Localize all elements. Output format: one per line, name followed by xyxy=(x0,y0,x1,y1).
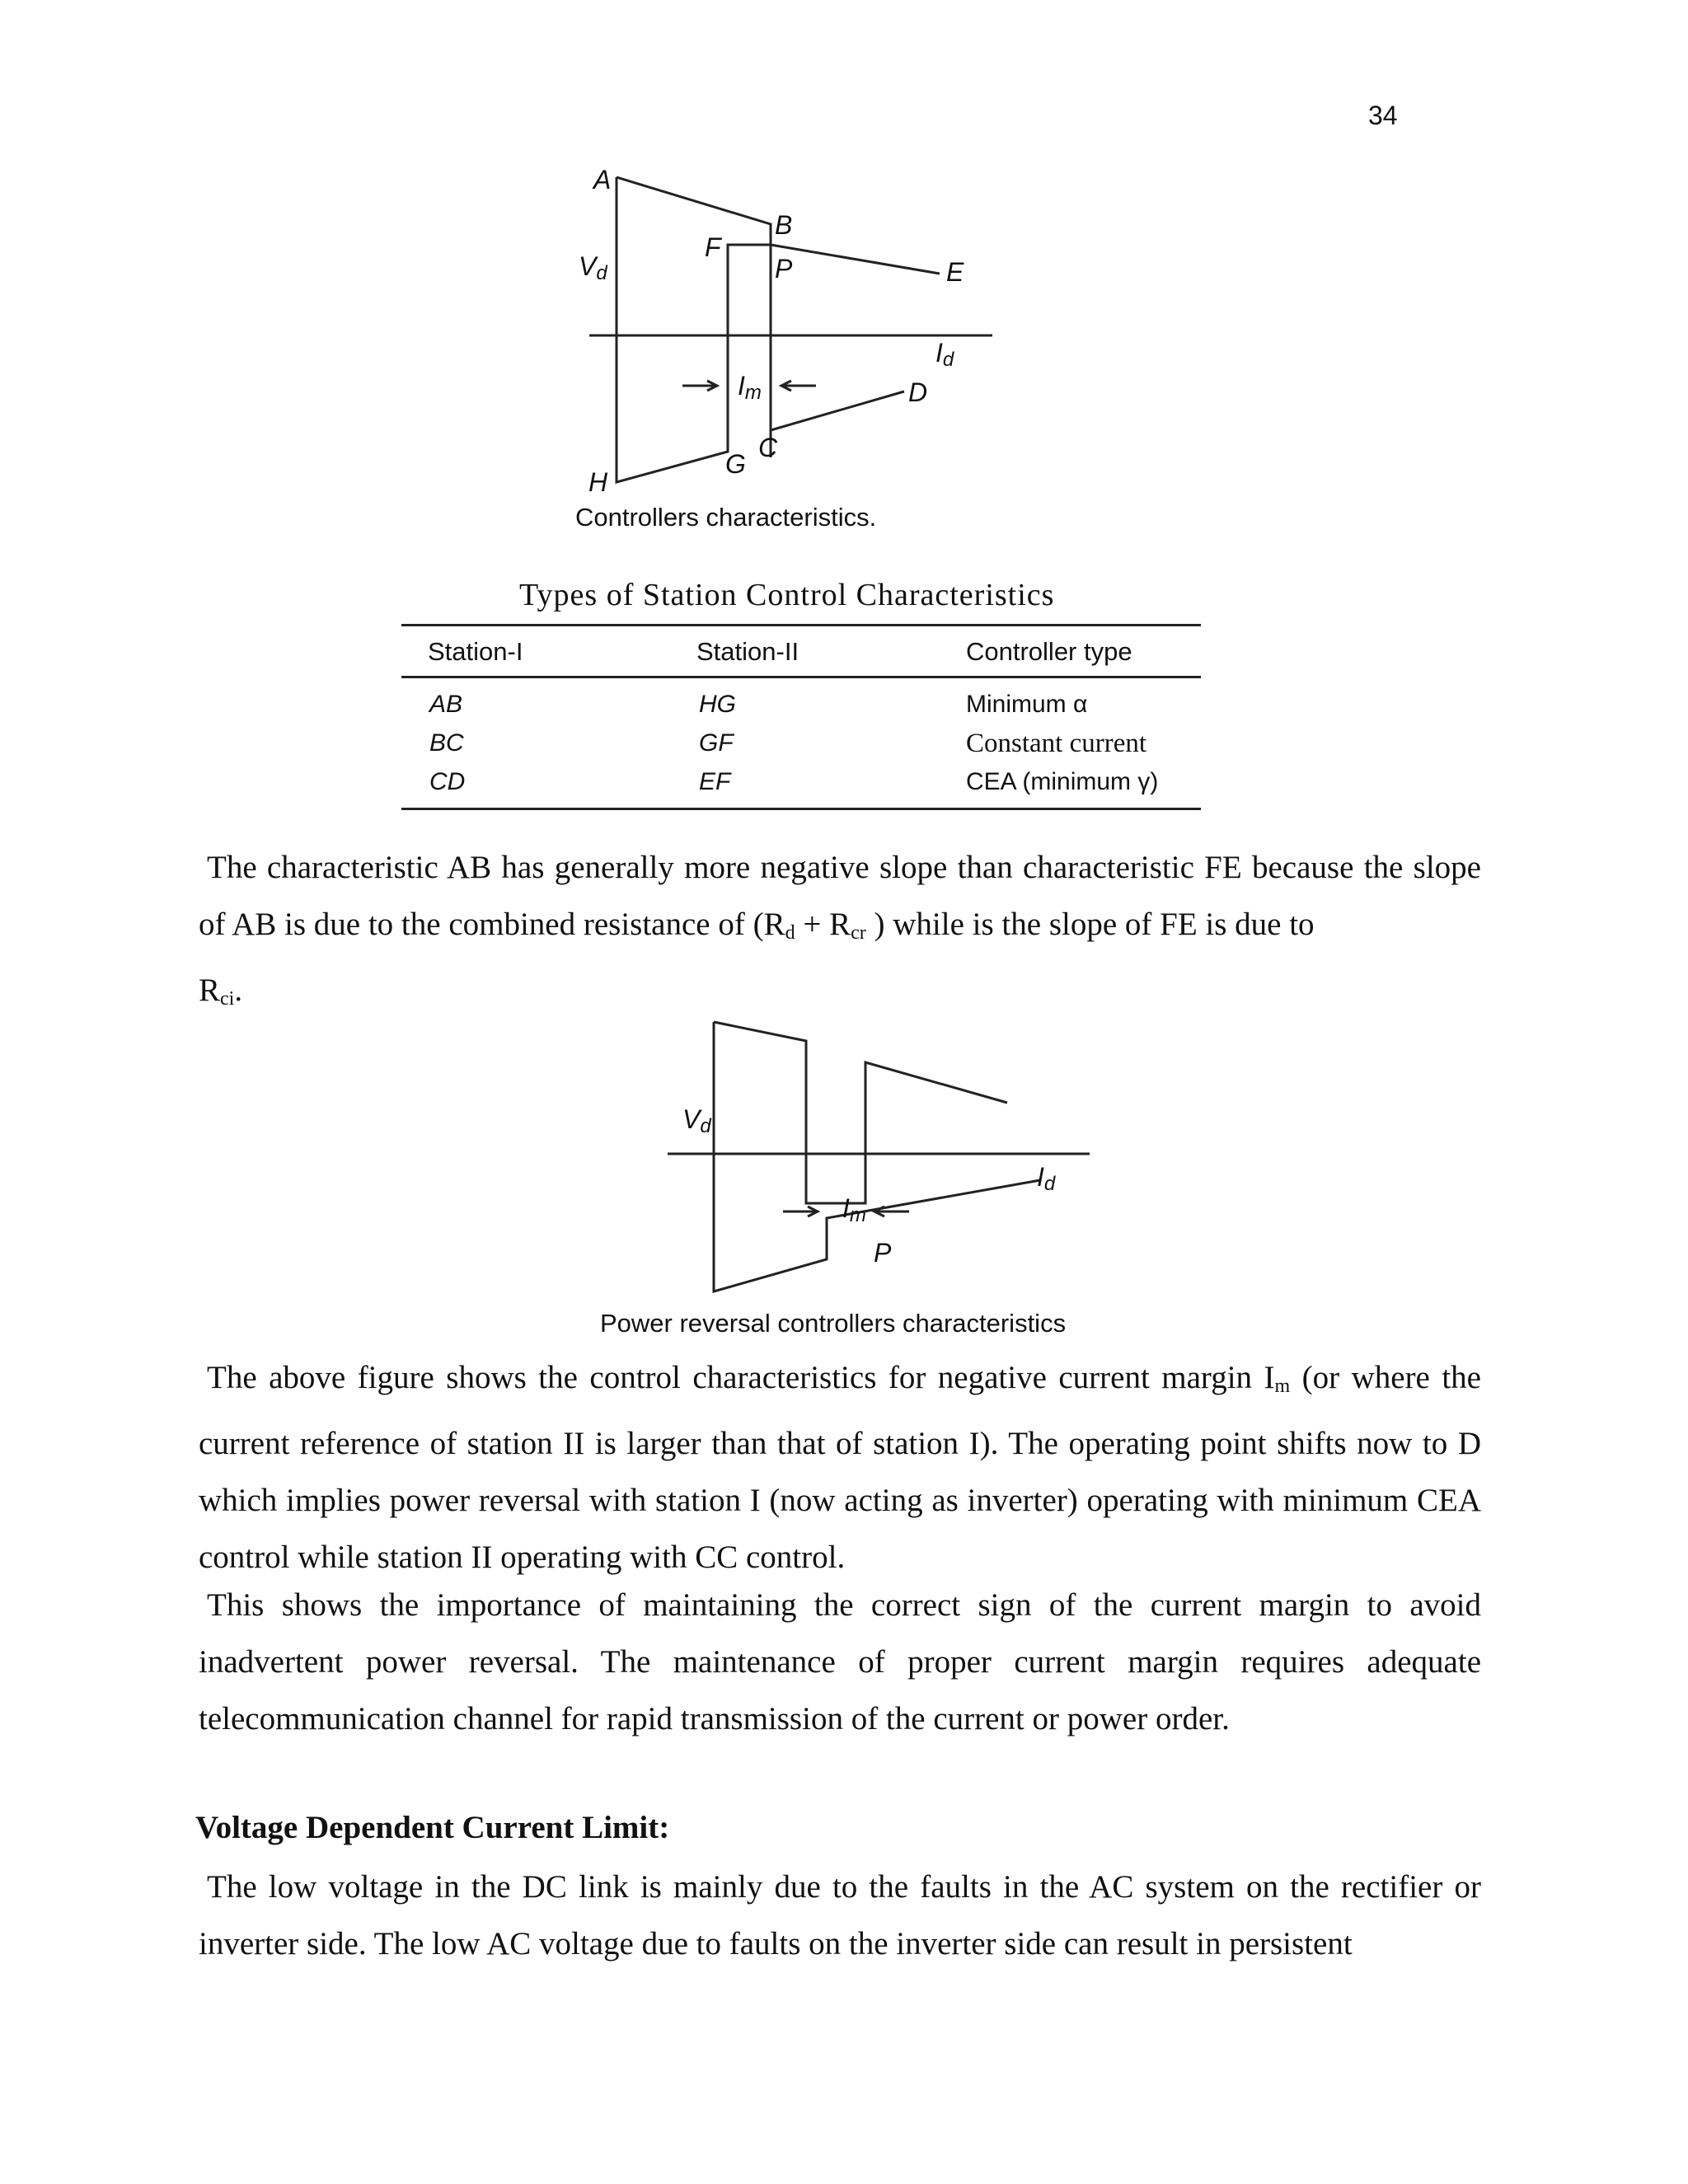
figure2-label-Vd: $V_d$ xyxy=(682,1104,711,1137)
table-top-rule xyxy=(401,624,1201,626)
figure2-label-Id: $I_d$ xyxy=(1037,1162,1056,1195)
table-cell: HG xyxy=(699,691,736,718)
paragraph-low-voltage: The low voltage in the DC link is mainly due to the faults in the AC system on the rectifier or inverter side. The low AC voltage due to faults on the inverter side can result in persistent xyxy=(199,1869,1481,1961)
figure1-plot xyxy=(0,0,1688,560)
table-cell: EF xyxy=(699,768,731,795)
curve-CD xyxy=(771,391,904,457)
power-reversal-figure xyxy=(0,1005,1688,1352)
section-heading: Voltage Dependent Current Limit: xyxy=(195,1810,670,1845)
figure1-caption: Controllers characteristics. xyxy=(575,503,877,532)
table-bottom-rule xyxy=(401,808,1201,810)
table-cell: CD xyxy=(429,768,466,795)
label-D: D xyxy=(908,377,928,407)
table-title: Types of Station Control Characteristics xyxy=(519,578,1055,612)
controllers-characteristics-figure xyxy=(0,0,1688,560)
table-header-station-i: Station-I xyxy=(428,637,523,666)
label-Vd: $V_d$ xyxy=(579,251,607,284)
label-E: E xyxy=(946,257,964,287)
figure2-caption: Power reversal controllers characteristics xyxy=(600,1309,1067,1338)
figure2-curve-upper xyxy=(714,1022,1007,1203)
table-cell: CEA (minimum γ) xyxy=(966,768,1159,795)
table-cell: BC xyxy=(429,729,464,757)
paragraph-slope-comparison: The characteristic AB has generally more negative slope than characteristic FE because the slope of AB is due to the combined resistance of ($R_d + R_{cr}$ ) while is the slope of FE is due to $R_{ci}$. xyxy=(199,850,1481,1010)
paragraph-negative-margin: The above figure shows the control characteristics for negative current margin $I_m$ (or where the current reference of station II is larger than that of station I). The operating point shifts now to D which implies power reversal with station I (now acting as inverter) operating with minimum CEA control while station II operating with CC control. xyxy=(199,1360,1481,1575)
table-cell: AB xyxy=(429,691,463,718)
table-header-station-ii: Station-II xyxy=(696,637,799,666)
paragraph-current-margin-importance: This shows the importance of maintaining the correct sign of the current margin to avoid inadvertent power reversal. The maintenance of proper current margin requires adequate telecommunication channel for rapid transmission of the current or power order. xyxy=(199,1587,1481,1736)
figure2-label-Im: $I_m$ xyxy=(842,1193,866,1226)
label-Id: $I_d$ xyxy=(935,338,954,371)
figure2-label-P: P xyxy=(874,1238,892,1268)
label-Im: $I_m$ xyxy=(738,371,762,404)
figure2-plot xyxy=(0,1005,1688,1352)
curve-ABC xyxy=(617,177,771,457)
label-H: H xyxy=(588,467,608,497)
table-cell: GF xyxy=(699,729,734,757)
table-cell: Minimum α xyxy=(966,691,1088,718)
label-B: B xyxy=(775,210,793,240)
label-C: C xyxy=(758,433,778,462)
table-header-controller-type: Controller type xyxy=(966,637,1132,666)
label-G: G xyxy=(725,449,746,479)
label-F: F xyxy=(705,232,721,262)
label-P: P xyxy=(775,254,793,284)
table-header-rule xyxy=(401,676,1201,678)
label-A: A xyxy=(593,165,612,194)
table-cell: Constant current xyxy=(966,729,1147,758)
page-number: 34 xyxy=(1368,101,1398,130)
